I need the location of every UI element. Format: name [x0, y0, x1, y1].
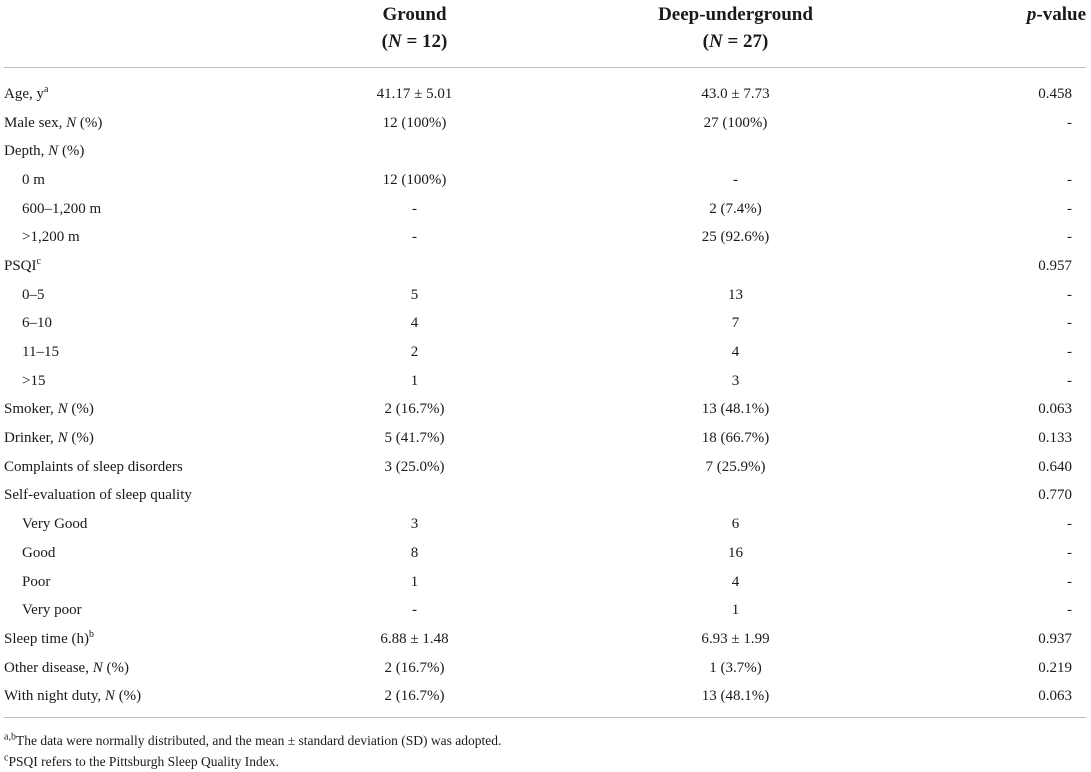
table-row	[4, 281, 1086, 310]
cell-deep: 27 (100%)	[703, 114, 768, 131]
table-row	[4, 223, 1086, 252]
cell-pvalue: 0.063	[1038, 688, 1072, 705]
table-row	[4, 539, 1086, 568]
row-label-text: 6–10	[22, 315, 52, 332]
row-label-text: 600–1,200 m	[22, 200, 102, 217]
cell-deep: 6	[731, 516, 740, 533]
cell-ground: 2 (16.7%)	[384, 659, 445, 676]
table-row	[4, 396, 1086, 425]
cell-deep: 13	[728, 286, 743, 303]
cell-ground: 5	[410, 286, 419, 303]
cell-deep: 1	[731, 602, 740, 619]
row-label-italic: N	[92, 659, 103, 676]
header-p-rest: -value	[1036, 4, 1086, 25]
cell-pvalue: -	[1067, 315, 1072, 332]
row-label-tail: (%)	[67, 430, 94, 447]
cell-pvalue: 0.133	[1038, 430, 1072, 447]
row-label-text: Drinker,	[4, 430, 58, 447]
cell-deep	[577, 252, 894, 281]
row-label-text: PSQI	[4, 257, 37, 274]
row-label	[4, 654, 252, 683]
cell-ground: 3 (25.0%)	[384, 458, 445, 475]
row-label	[4, 539, 252, 568]
cell-ground: 12 (100%)	[382, 114, 447, 131]
row-label-text: Age, y	[4, 85, 44, 102]
table-row	[4, 109, 1086, 138]
table-row	[4, 338, 1086, 367]
cell-ground	[252, 137, 577, 166]
table-row	[4, 625, 1086, 654]
footnote-ab-text: The data were normally distributed, and the mean ± standard deviation (SD) was adopted.	[15, 733, 502, 748]
row-label	[4, 625, 252, 654]
header-ground-n-val: 12	[422, 31, 442, 52]
cell-pvalue: 0.937	[1038, 630, 1072, 647]
cell-pvalue	[894, 137, 1086, 166]
row-label	[4, 568, 252, 597]
cell-ground: -	[412, 200, 417, 217]
cell-pvalue: 0.770	[1038, 487, 1072, 504]
cell-ground: 41.17 ± 5.01	[376, 85, 453, 102]
row-label-italic: N	[57, 401, 68, 418]
row-label-tail: (%)	[67, 401, 94, 418]
table-row	[4, 310, 1086, 339]
cell-pvalue: -	[1067, 544, 1072, 561]
cell-deep: 2 (7.4%)	[709, 200, 762, 217]
row-label	[4, 310, 252, 339]
cell-deep	[577, 137, 894, 166]
table-row	[4, 482, 1086, 511]
cell-ground: 6.88 ± 1.48	[380, 630, 449, 647]
row-label-text: 0–5	[22, 286, 45, 303]
table-row	[4, 195, 1086, 224]
cell-ground: 8	[410, 544, 419, 561]
row-label-text: Very Good	[22, 516, 88, 533]
table-row	[4, 367, 1086, 396]
table-row	[4, 453, 1086, 482]
cell-ground: 1	[410, 372, 419, 389]
cell-deep: 3	[731, 372, 740, 389]
table-row	[4, 654, 1086, 683]
row-label-text: >15	[22, 372, 46, 389]
row-label-tail: (%)	[58, 143, 85, 160]
cell-ground: -	[412, 602, 417, 619]
footnotes	[4, 730, 501, 772]
cell-ground	[252, 482, 577, 511]
row-label-text: With night duty,	[4, 688, 105, 705]
cell-pvalue: 0.063	[1038, 401, 1072, 418]
cell-pvalue: 0.219	[1038, 659, 1072, 676]
row-label	[4, 367, 252, 396]
cell-pvalue: 0.957	[1038, 257, 1072, 274]
cell-deep: 16	[728, 544, 743, 561]
cell-pvalue: -	[1067, 344, 1072, 361]
cell-ground: 3	[410, 516, 419, 533]
row-label-italic: N	[48, 143, 59, 160]
cell-ground: 4	[410, 315, 419, 332]
row-label	[4, 396, 252, 425]
cell-deep: 6.93 ± 1.99	[701, 630, 770, 647]
cell-ground: 5 (41.7%)	[384, 430, 445, 447]
row-label	[4, 424, 252, 453]
cell-ground: -	[412, 229, 417, 246]
row-label-text: Good	[22, 544, 56, 561]
cell-ground: 1	[410, 573, 419, 590]
cell-deep: 13 (48.1%)	[701, 688, 770, 705]
row-label-footnote-mark: c	[36, 255, 41, 267]
cell-pvalue: -	[1067, 114, 1072, 131]
cell-pvalue: -	[1067, 171, 1072, 188]
bottom-rule	[4, 717, 1086, 718]
row-label	[4, 166, 252, 195]
cell-pvalue: 0.640	[1038, 458, 1072, 475]
row-label-tail: (%)	[76, 114, 103, 131]
row-label-text: Male sex,	[4, 114, 67, 131]
cell-deep: 7 (25.9%)	[705, 458, 766, 475]
cell-ground: 2 (16.7%)	[384, 688, 445, 705]
row-label	[4, 195, 252, 224]
row-label	[4, 596, 252, 625]
table-row	[4, 166, 1086, 195]
header-ground-n: (N = 12)	[381, 31, 448, 52]
cell-deep: 13 (48.1%)	[701, 401, 770, 418]
table-row	[4, 252, 1086, 281]
table-row	[4, 682, 1086, 711]
cell-ground	[252, 252, 577, 281]
row-label-tail: (%)	[102, 659, 129, 676]
row-label-text: Smoker,	[4, 401, 58, 418]
cell-deep: 25 (92.6%)	[701, 229, 770, 246]
row-label-italic: N	[104, 688, 115, 705]
table-row	[4, 510, 1086, 539]
row-label	[4, 252, 252, 281]
footnote-c-text: PSQI refers to the Pittsburgh Sleep Quality Index.	[8, 754, 279, 769]
header-ground-n-var: N	[387, 31, 402, 52]
cell-deep: 7	[731, 315, 740, 332]
cell-deep: 1 (3.7%)	[709, 659, 762, 676]
table-row	[4, 137, 1086, 166]
row-label	[4, 223, 252, 252]
table-row	[4, 424, 1086, 453]
header-p-italic: p	[1026, 4, 1037, 25]
row-label-italic: N	[57, 430, 68, 447]
row-label	[4, 68, 252, 109]
header-ground	[252, 0, 577, 68]
data-table-container	[4, 0, 1086, 711]
footnote-c	[4, 751, 501, 772]
row-label	[4, 281, 252, 310]
header-variable	[4, 0, 252, 68]
row-label-text: Poor	[22, 573, 51, 590]
header-ground-title: Ground	[382, 4, 447, 25]
cell-pvalue: -	[1067, 372, 1072, 389]
header-row	[4, 0, 1086, 68]
row-label-text: >1,200 m	[22, 229, 80, 246]
row-label	[4, 510, 252, 539]
cell-ground: 2	[410, 344, 419, 361]
row-label-text: 11–15	[22, 344, 59, 361]
row-label-text: Other disease,	[4, 659, 93, 676]
cell-pvalue: 0.458	[1038, 85, 1072, 102]
cell-pvalue: -	[1067, 516, 1072, 533]
row-label-tail: (%)	[114, 688, 142, 705]
cell-deep: 4	[731, 573, 740, 590]
cell-deep: 4	[731, 344, 740, 361]
row-label-footnote-mark: b	[88, 628, 94, 640]
cell-pvalue: -	[1067, 602, 1072, 619]
footnote-c-mark: c	[4, 752, 9, 764]
cell-deep: -	[733, 171, 738, 188]
header-deep-n-val: 27	[743, 31, 763, 52]
row-label-text: Complaints of sleep disorders	[4, 458, 183, 475]
footnote-ab-mark: a,b	[4, 731, 16, 743]
cell-deep	[577, 482, 894, 511]
footnote-ab	[4, 730, 501, 751]
cell-pvalue: -	[1067, 286, 1072, 303]
row-label	[4, 682, 252, 711]
row-label-italic: N	[66, 114, 77, 131]
header-deep-n: (N = 27)	[702, 31, 769, 52]
table-row	[4, 568, 1086, 597]
header-pvalue	[894, 0, 1086, 68]
row-label	[4, 137, 252, 166]
header-deep-n-var: N	[708, 31, 723, 52]
table-row	[4, 68, 1086, 109]
cell-pvalue: -	[1067, 200, 1072, 217]
header-deep-title: Deep-underground	[658, 4, 813, 25]
table-body	[4, 68, 1086, 712]
table-row	[4, 596, 1086, 625]
row-label-footnote-mark: a	[44, 83, 49, 95]
cell-pvalue: -	[1067, 229, 1072, 246]
row-label	[4, 109, 252, 138]
row-label	[4, 482, 252, 511]
header-deep	[577, 0, 894, 68]
cell-deep: 18 (66.7%)	[701, 430, 770, 447]
row-label	[4, 338, 252, 367]
data-table	[4, 0, 1086, 711]
row-label-text: Very poor	[22, 602, 82, 619]
table-header	[4, 0, 1086, 68]
row-label-text: Depth,	[4, 143, 49, 160]
row-label-text: 0 m	[22, 171, 45, 188]
row-label-text: Self-evaluation of sleep quality	[4, 487, 192, 504]
cell-deep: 43.0 ± 7.73	[701, 85, 770, 102]
cell-ground: 12 (100%)	[382, 171, 447, 188]
cell-pvalue: -	[1067, 573, 1072, 590]
row-label-text: Sleep time (h)	[4, 630, 89, 647]
row-label	[4, 453, 252, 482]
cell-ground: 2 (16.7%)	[384, 401, 445, 418]
